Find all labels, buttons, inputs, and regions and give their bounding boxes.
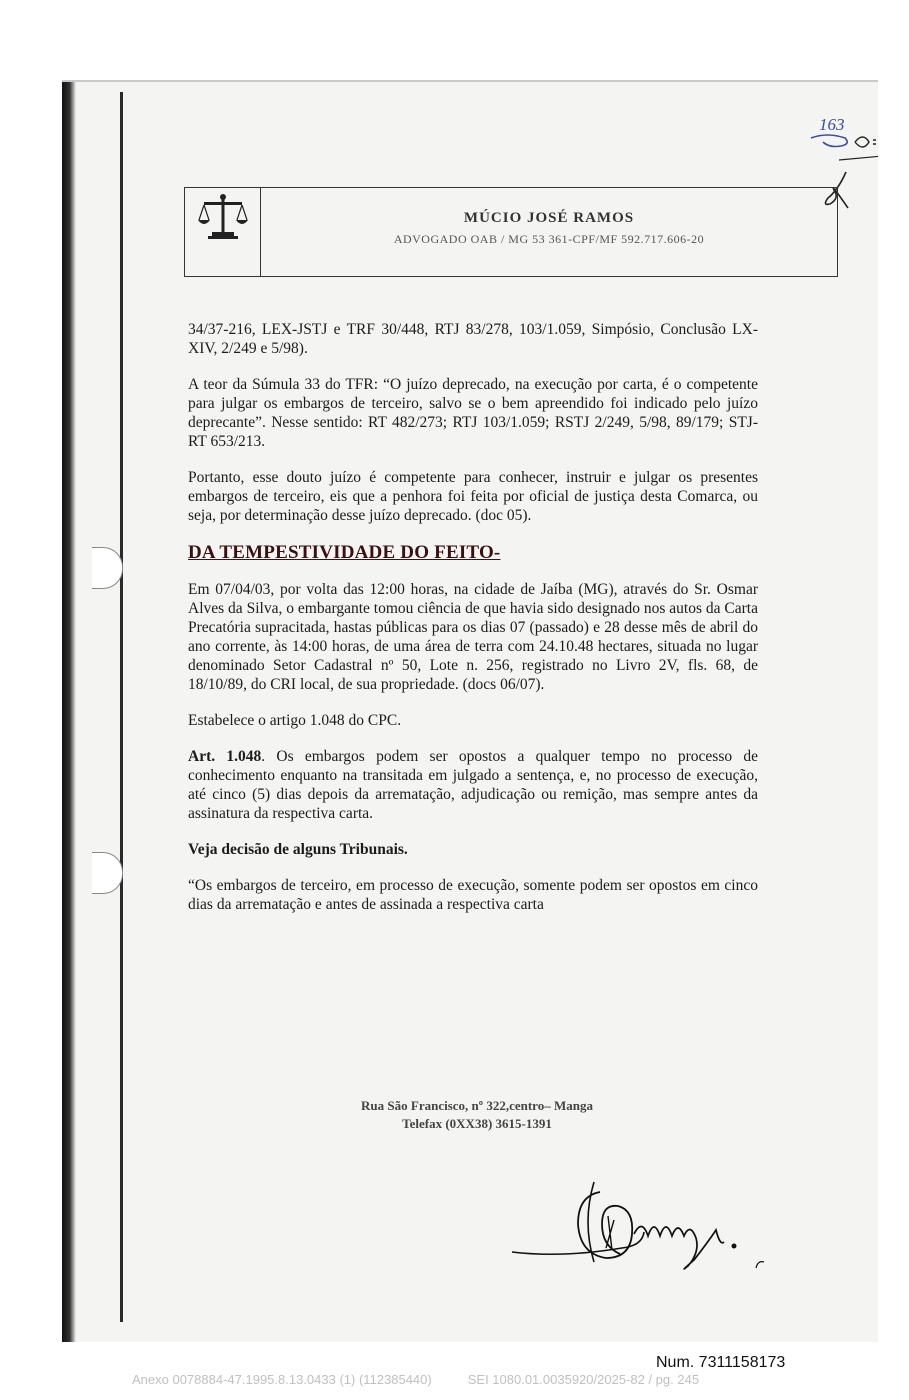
logo-cell [185, 188, 261, 276]
footer-address: Rua São Francisco, nº 322,centro– Manga [361, 1098, 593, 1113]
letterhead [184, 187, 838, 277]
paragraph-sumula: A teor da Súmula 33 do TFR: “O juízo deprecado, na execução por carta, é o competente para julgar os embargos de terceiro, salvo se o bem apreendido foi indicado pelo juízo deprecante”. Nesse sentido: RT 482/273; RTJ 103/1.059; RSTJ 2/249, 5/98, 89/179; STJ-RT 653/213. [188, 376, 758, 450]
margin-annotation [807, 112, 878, 162]
paragraph-quote: “Os embargos de terceiro, em processo de execução, somente podem ser opostos em cinco dias da arrematação e antes de assinada a respectiva carta [188, 877, 758, 913]
paragraph-article [188, 747, 758, 823]
scan-edge-shadow [62, 82, 76, 1342]
article-text: . Os embargos podem ser opostos a qualquer tempo no processo de conhecimento enquanto na transitada em julgado a sentença, e, no processo de execução, até cinco (5) dias depois da arrematação, adjudicação ou remição, mas sempre antes da assinatura da respectiva carta. [188, 748, 758, 822]
document-number: Num. 7311158173 [656, 1354, 786, 1371]
article-label: Art. 1.048 [188, 748, 262, 765]
reference-footer [132, 1372, 699, 1387]
signature-image [502, 1162, 782, 1282]
tribunals-heading: Veja decisão de alguns Tribunais. [188, 841, 408, 858]
paragraph-tribunals [188, 840, 758, 859]
punch-hole [92, 547, 123, 589]
section-heading: DA TEMPESTIVIDADE DO FEITO- [188, 542, 501, 563]
paragraph-competencia: Portanto, esse douto juízo é competente para conhecer, instruir e julgar os presentes embargos de terceiro, eis que a penhora foi feita por oficial de justiça desta Comarca, ou seja, por determinação desse juízo deprecado. (doc 05). [188, 469, 758, 524]
annex-reference: Anexo 0078884-47.1995.8.13.0433 (1) (112385440) [132, 1372, 432, 1387]
scales-of-justice-icon [198, 192, 248, 242]
letterhead-subtitle: ADVOGADO OAB / MG 53 361-CPF/MF 592.717.606-20 [393, 232, 705, 246]
sei-reference: SEI 1080.01.0035920/2025-82 / pg. 245 [467, 1372, 700, 1387]
paragraph-article-intro: Estabelece o artigo 1.048 do CPC. [188, 712, 402, 729]
scanned-page [62, 80, 878, 1342]
document-body [188, 320, 758, 931]
footer-address-block [277, 1097, 677, 1133]
punch-hole [92, 852, 123, 894]
letterhead-name: MÚCIO JOSÉ RAMOS [463, 210, 635, 226]
footer-phone: Telefax (0XX38) 3615-1391 [402, 1116, 552, 1131]
page-fold-line [120, 92, 123, 1322]
paragraph-citations: 34/37-216, LEX-JSTJ e TRF 30/448, RTJ 83/278, 103/1.059, Simpósio, Conclusão LX-XIV, 2/249 e 5/98). [188, 321, 758, 357]
paragraph-facts: Em 07/04/03, por volta das 12:00 horas, na cidade de Jaíba (MG), através do Sr. Osmar Alves da Silva, o embargante tomou ciência de que havia sido designado nos autos da Carta Precatória supracitada, hastas públicas para os dias 07 (passado) e 28 desse mês de abril do ano corrente, às 14:00 horas, de uma área de terra com 24.10.48 hectares, situada no lugar denominado Setor Cadastral nº 50, Lote n. 256, registrado no Livro 2V, fls. 68, de 18/10/89, do CRI local, de sua propriedade. (docs 06/07). [188, 581, 758, 693]
margin-note-number: 163 [819, 115, 845, 134]
